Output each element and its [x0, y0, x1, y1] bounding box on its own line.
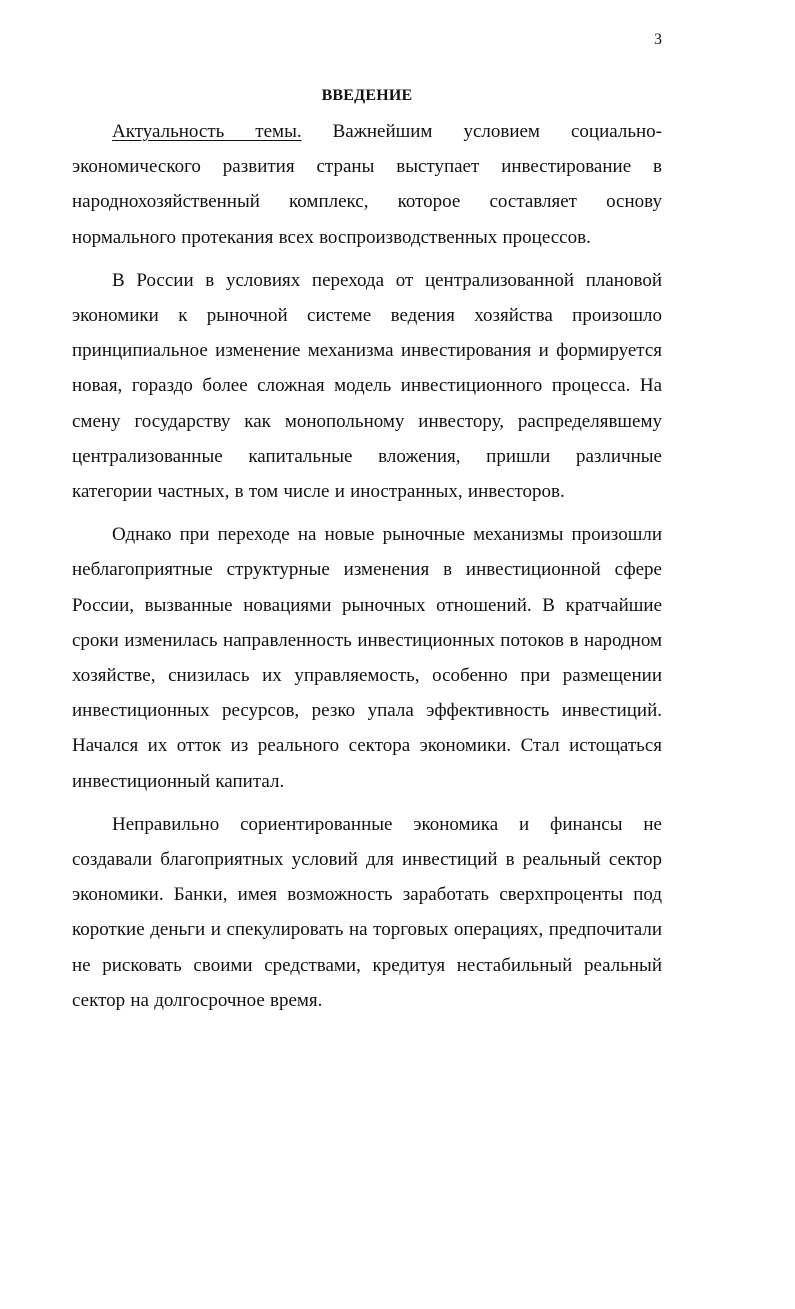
topic-relevance-label: Актуальность темы. — [112, 121, 302, 142]
paragraph-1 — [72, 114, 662, 255]
section-heading: ВВЕДЕНИЕ — [321, 87, 413, 104]
document-body — [72, 84, 662, 1026]
paragraph-1-text: Важнейшим условием социально-экономического развития страны выступает инвестирование в народнохозяйственный комплекс, которое составляет основу нормального протекания всех воспроизводственных процессов. — [72, 121, 662, 248]
paragraph-3: Однако при переходе на новые рыночные механизмы произошли неблагоприятные структурные изменения в инвестиционной сфере России, вызванные новациями рыночных отношений. В кратчайшие сроки изменилась направленность инвестиционных потоков в народном хозяйстве, снизилась их управляемость, особенно при размещении инвестиционных ресурсов, резко упала эффективность инвестиций. Начался их отток из реального сектора экономики. Стал истощаться инвестиционный капитал. — [72, 524, 662, 792]
paragraph-2: В России в условиях перехода от централизованной плановой экономики к рыночной системе ведения хозяйства произошло принципиальное изменение механизма инвестирования и формируется новая, гораздо более сложная модель инвестиционного процесса. На смену государству как монопольному инвестору, распределявшему централизованные капитальные вложения, пришли различные категории частных, в том числе и иностранных, инвесторов. — [72, 269, 662, 503]
page-number: 3 — [654, 31, 662, 48]
paragraph-4: Неправильно сориентированные экономика и финансы не создавали благоприятных условий для инвестиций в реальный сектор экономики. Банки, имея возможность заработать сверхпроценты под короткие деньги и спекулировать на торговых операциях, предпочитали не рисковать своими средствами, кредитуя нестабильный реальный сектор на долгосрочное время. — [72, 813, 662, 1011]
